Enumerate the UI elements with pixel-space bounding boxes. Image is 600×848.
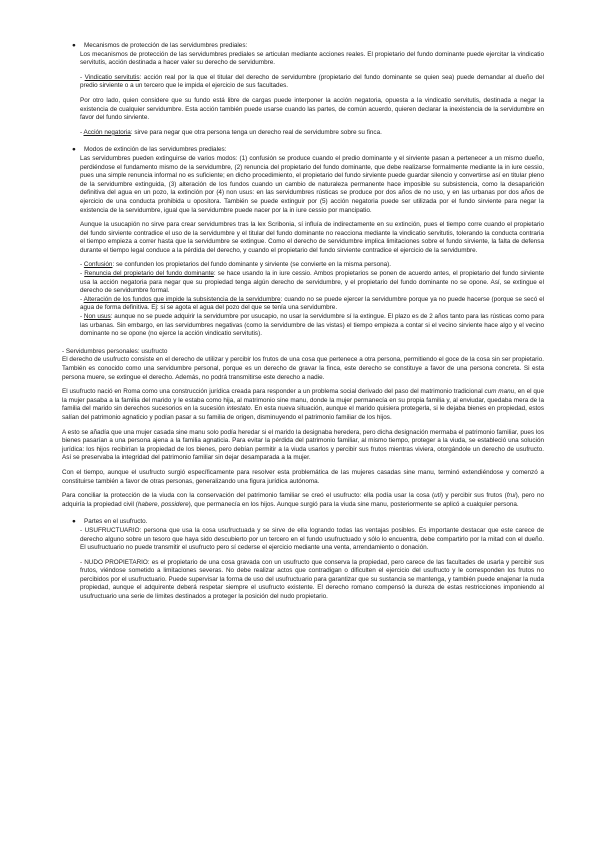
bullet-heading-partes: [72, 518, 544, 527]
section-usufructo: [62, 348, 544, 510]
term-negatoria: Acción negatoria: [83, 128, 131, 136]
definition-negatoria: - Acción negatoria: sirve para negar que otra persona tenga un derecho real de servidumbre sobre su finca.: [80, 128, 382, 136]
paragraph: El derecho de usufructo consiste en el derecho de utilizar y percibir los frutos de una cosa que pertenece a otra persona, permitiendo el goce de la cosa sin ser propietario. También es conocido como una servidumbre personal, porque es un derecho de gravar la finca, este derecho se constituye a favor de una persona concreta. Si esta persona muere, se extingue el derecho. Además, no podrá transmitirse este derecho a nadie.: [62, 356, 544, 381]
section-partes: [62, 518, 544, 601]
paragraph: Para conciliar la protección de la viuda con la conservación del patrimonio familiar se creó el usufructo: ella podía usar la cosa (uti) y percibir sus frutos (frui), pero no adquiría la propiedad civil (habere, possidere), que permanecía en los hijos. Aunque surgió para la viuda sine manu, posteriormente se aplicó a cualquier persona.: [62, 492, 544, 508]
list-item: - Renuncia del propietario del fundo dominante: se hace usando la in iure cessio. Ambos propietarios se ponen de acuerdo antes, el propietario del fundo sirviente usa la acción negatoria para negar que su propiedad tenga algún derecho de servidumbre, y el propietario del fundo dominante no se opone. Así, se extingue el derecho de servidumbre formal.: [80, 270, 544, 295]
list-item: - Confusión: se confunden los propietarios del fundo dominante y sirviente (se convierte en la misma persona).: [80, 261, 392, 269]
paragraph: El usufructo nació en Roma como una construcción jurídica creada para responder a un problema social derivado del paso del matrimonio tradicional cum manu, en el que la mujer pasaba a la familia del marido y le estaba como hija, al matrimonio sine manu, donde la mujer permanecía en su propia familia y, al enviudar, quedaba mera de la familia del marido sin derechos sucesorios en la sucesión intestato. En esta nueva situación, aunque el marido quisiera protegerla, si le dejaba bienes en propiedad, estos salían del patrimonio agnaticio y podían pasar a su familia de origen, disminuyendo el patrimonio familiar de los hijos.: [62, 388, 544, 421]
list-item: - Alteración de los fundos que impide la subsistencia de la servidumbre: cuando no se puede ejercer la servidumbre porque ya no puede hacerse (porque se secó el agua de forma definitiva. Ej: si se agota el agua del pozo del que se tenía una servidumbre.: [80, 295, 545, 312]
section-extincion: [62, 146, 544, 338]
heading-proteccion: Mecanismos de protección de las servidumbres prediales:: [84, 42, 248, 49]
bullet-icon: ●: [72, 518, 76, 526]
paragraph-usufructuario: - USUFRUCTUARIO: persona que usa la cosa usufructuada y se sirve de ella logrando todas las ventajas posibles. Es importante destacar que este carece de derecho alguno sobre un tesoro que haya sido descubierto por un tercero en el fundo usufructuado y sólo lo encuentra, debe compartirlo por la mitad con el dueño. El usufructuario no puede transmitir el usufructo pero sí cederse el ejercicio mediante una venta, arrendamiento o donación.: [80, 526, 544, 552]
paragraph: A esto se añadía que una mujer casada sine manu solo podía heredar si el marido la designaba heredera, pero dicha designación mermaba el patrimonio familiar, pues los bienes pasarían a una persona ajena a la familia agnaticia. Para evitar la pérdida del patrimonio familiar, al mismo tiempo, proteger a la viuda, se estableció una solución jurídica: los hijos recibirían la propiedad de los bienes, pero debían permitir a la viuda usarlos y percibir sus frutos mientras viviera, otorgándole un derecho de usufructo. Así se preservaba la integridad del patrimonio familiar sin dejar desamparada a la mujer.: [62, 428, 544, 462]
paragraph: Aunque la usucapión no sirve para crear servidumbres tras la lex Scribonia, sí influía de indirectamente en su extinción, pues el tiempo corre cuando el propietario del fundo sirviente contradice el uso de la servidumbre y el titular del fundo dominante no reacciona mediante la vindicatio servitutis, tolerando la conducta contraria el tiempo empieza a correr hasta que la servidumbre se extingue. Como el derecho de servidumbre implica limitaciones sobre el fundo sirviente, la falta de defensa durante el tiempo legal conduce a la pérdida del derecho, y cuando el propietario del fundo sirviente contradice el ejercicio de la servidumbre.: [80, 221, 544, 254]
term-renuncia: Renuncia del propietario del fundo dominante: [84, 270, 214, 278]
bullet-icon: ●: [72, 146, 76, 154]
definition-vindicatio: - Vindicatio servitutis: acción real por la que el titular del derecho de servidumbre (propietario del fundo dominante se quien sea) puede demandar al dueño del predio sirviente o a un tercero que le impida el ejercicio de sus facultades.: [80, 73, 544, 90]
bullet-icon: ●: [72, 42, 76, 49]
paragraph: Los mecanismos de protección de las servidumbres prediales se articulan mediante acciones reales. El propietario del fundo dominante puede ejercitar la vindicatio servitutis, acción destinada a hacer valer su derecho de servidumbre.: [80, 50, 544, 67]
section-proteccion: [62, 42, 544, 137]
list-item: - Non usus: aunque no se puede adquirir la servidumbre por usucapio, no usar la servidumbre sí la extingue. El plazo es de 2 años tanto para las rústicas como para las urbanas. Sin embargo, en las servidumbres negativas (como la servidumbre de las vistas) el tiempo empieza a contar si el vecino sirviente hace algo y el vecino dominante no se opone (no ejerce la acción vindicatio servitutis).: [80, 313, 544, 338]
paragraph: Por otro lado, quien considere que su fundo está libre de cargas puede interponer la acción negatoria, opuesta a la vindicatio servitutis, destinada a negar la existencia de cualquier servidumbre. Esta acción también puede usarse cuando las partes, de común acuerdo, quieren declarar la inexistencia de la servidumbre en favor del fundo sirviente.: [80, 96, 544, 122]
bullet-heading-proteccion: [72, 42, 544, 51]
bullet-heading-extincion: [72, 146, 544, 155]
heading-extincion: Modos de extinción de las servidumbres prediales:: [84, 146, 227, 154]
term-confusion: Confusión: [83, 261, 113, 269]
term-alteracion: Alteración de los fundos que impide la subsistencia de la servidumbre: [83, 295, 281, 303]
term-non-usus: Non usus: [83, 313, 111, 321]
heading-usufructo: - Servidumbres personales: usufructo: [62, 347, 168, 355]
paragraph: Las servidumbres pueden extinguirse de varios modos: (1) confusión se produce cuando el predio dominante y el sirviente pasan a pertenecer a un mismo dueño, perdiéndose el fundamento mismo de la servidumbre, (2) renuncia del propietario del fundo dominante, que debe realizarse formalmente mediante la in iure cessio, pues una simple renuncia informal no es suficiente; en dicho procedimiento, el propietario del fundo sirviente puede guardar silencio y convertirse así en titular pleno de la servidumbre extinguida, (3) alteración de los fundos cuando un cambio de naturaleza permanente hace imposible su subsistencia, como la desaparición definitiva del agua en un pozo, la extinción por (4) non usus: en las servidumbres rústicas se produce por dos años de no uso, y en las urbanas por dos años de ejercicio de una conducta prohibida u opositora. También se puede extinguir por (5) acción negatoria puede ser utilizada por el fundo sirviente para negar la existencia de la servidumbre, igual que la servidumbre puede nacer por la in iure cessio por mancipatio.: [80, 154, 544, 214]
term-vindicatio: Vindicatio servitutis: [84, 73, 140, 81]
paragraph: Con el tiempo, aunque el usufructo surgió específicamente para resolver esta problemática de las mujeres casadas sine manu, terminó extendiéndose y comenzó a constituirse también a favor de otras personas, generalizando una figura jurídica autónoma.: [62, 468, 544, 485]
heading-partes: Partes en el usufructo.: [84, 518, 148, 526]
paragraph-nudo-propietario: - NUDO PROPIETARIO: es el propietario de una cosa gravada con un usufructo que conserva la propiedad, pero carece de las facultades de usarla y percibir sus frutos, viéndose sometido a limitaciones severas. No debe realizar actos que contradigan o dificulten el ejercicio del usufructo y le corresponden los frutos no percibidos por el usufructuario. Puede supervisar la forma de uso del usufructuario para garantizar que su sustancia se mantenga, y también puede enajenar la nuda propiedad, aunque el adquirente deberá respetar siempre el usufructo existente. El derecho romano compensó la dureza de estas restricciones imponiendo al usufructuario una serie de límites destinados a proteger la posición del nudo propietario.: [80, 558, 544, 601]
